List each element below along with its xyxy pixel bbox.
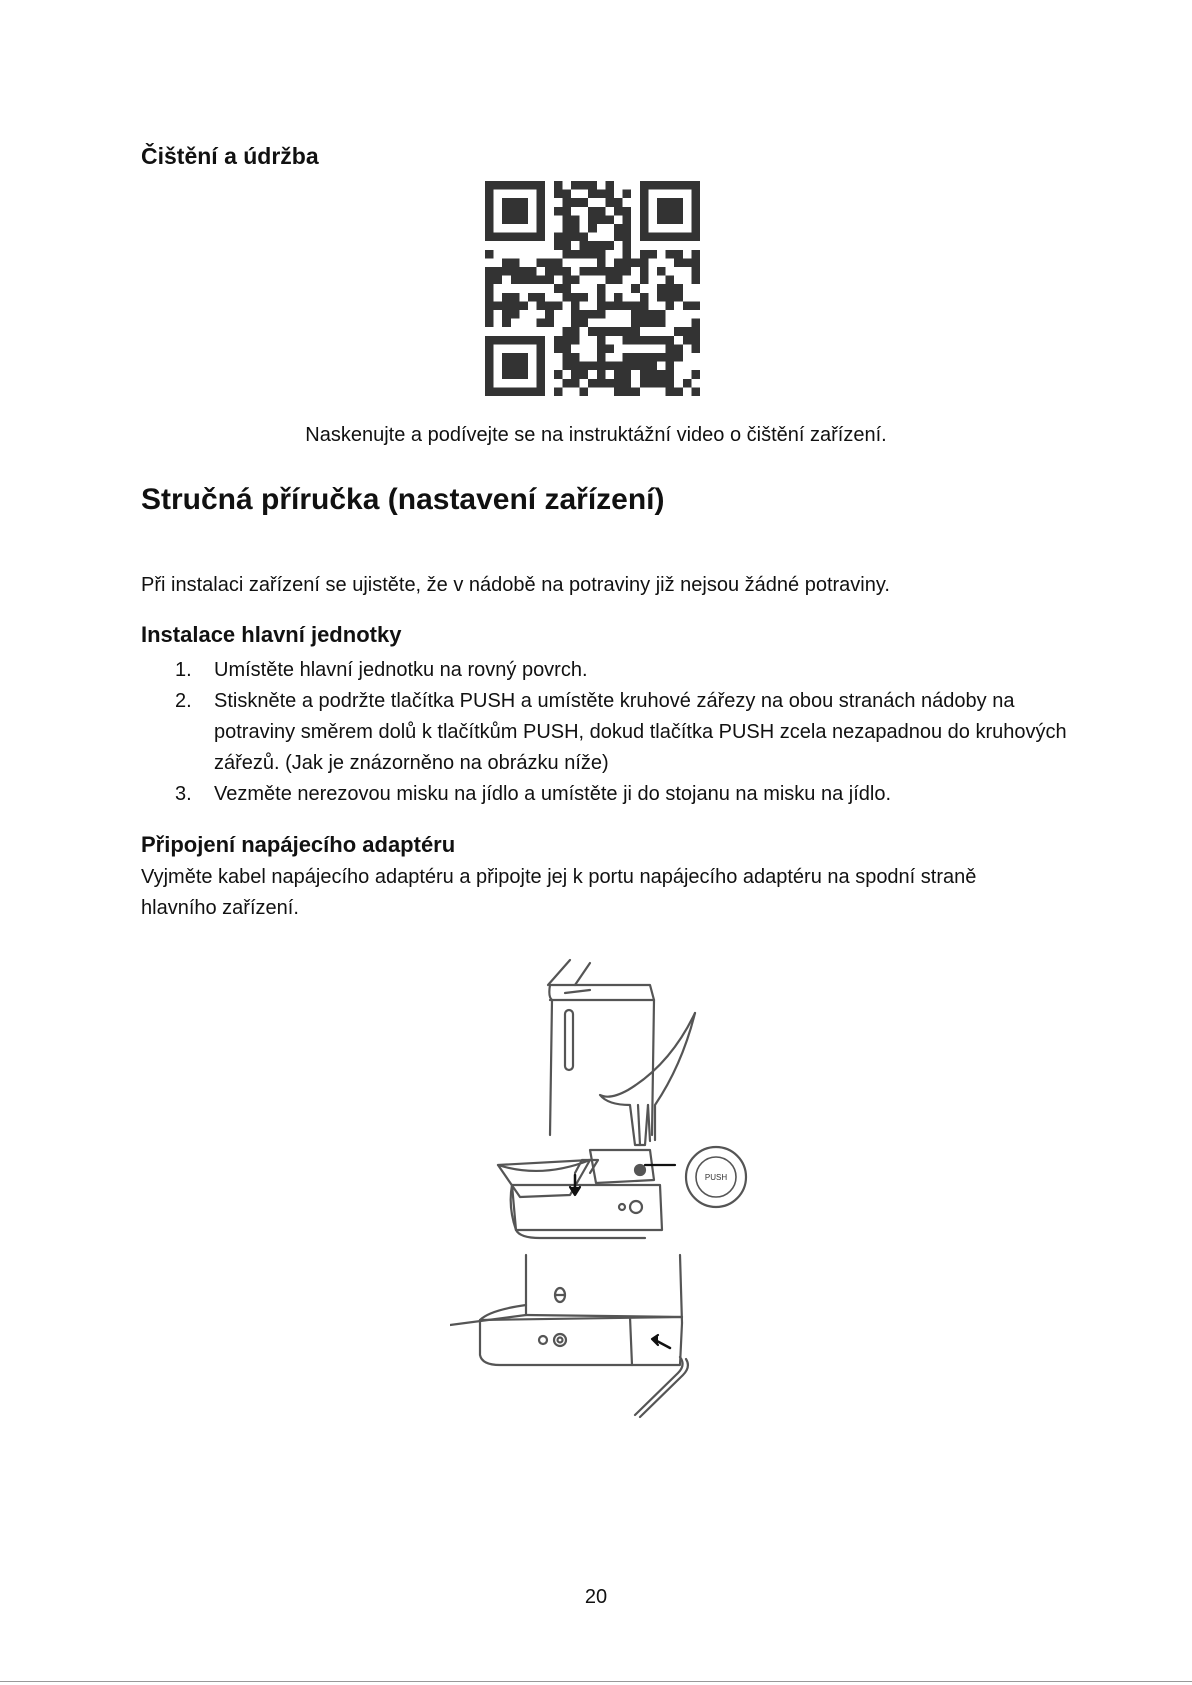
power-adapter-text: Vyjměte kabel napájecího adaptéru a připojte jej k portu napájecího adaptéru na spodní straně hlavního zařízení. bbox=[141, 866, 977, 919]
page-number: 20 bbox=[584, 1586, 608, 1608]
step-text: Vezměte nerezovou misku na jídlo a umístěte ji do stojanu na misku na jídlo. bbox=[214, 783, 892, 805]
step-text: Umístěte hlavní jednotku na rovný povrch. bbox=[214, 659, 588, 681]
power-adapter-heading: Připojení napájecího adaptéru bbox=[141, 832, 456, 857]
list-item bbox=[175, 779, 1075, 810]
list-item bbox=[175, 655, 1075, 686]
section-heading-cleaning: Čištění a údržba bbox=[141, 143, 319, 169]
step-number: 2. bbox=[175, 690, 192, 712]
pet-feeder-illustration bbox=[450, 955, 760, 1425]
qr-caption: Naskenujte a podívejte se na instruktážní video o čištění zařízení. bbox=[305, 424, 887, 446]
step-text: Stiskněte a podržte tlačítka PUSH a umístěte kruhové zářezy na obou stranách nádoby na potraviny směrem dolů k tlačítkům PUSH, dokud tlačítka PUSH zcela nezapadnou do kruhových zářezů. (Jak je znázorněno na obrázku níže) bbox=[214, 690, 1067, 774]
list-item bbox=[175, 686, 1075, 779]
page-bottom-rule bbox=[0, 1681, 1192, 1682]
push-label: PUSH bbox=[704, 1173, 728, 1182]
quick-guide-intro: Při instalaci zařízení se ujistěte, že v nádobě na potraviny již nejsou žádné potraviny. bbox=[141, 574, 890, 596]
quick-guide-heading: Stručná příručka (nastavení zařízení) bbox=[141, 483, 665, 516]
main-unit-heading: Instalace hlavní jednotky bbox=[141, 622, 402, 647]
step-number: 3. bbox=[175, 783, 192, 805]
step-number: 1. bbox=[175, 659, 192, 681]
qr-code-icon[interactable] bbox=[485, 181, 700, 396]
main-unit-steps bbox=[175, 655, 1075, 810]
